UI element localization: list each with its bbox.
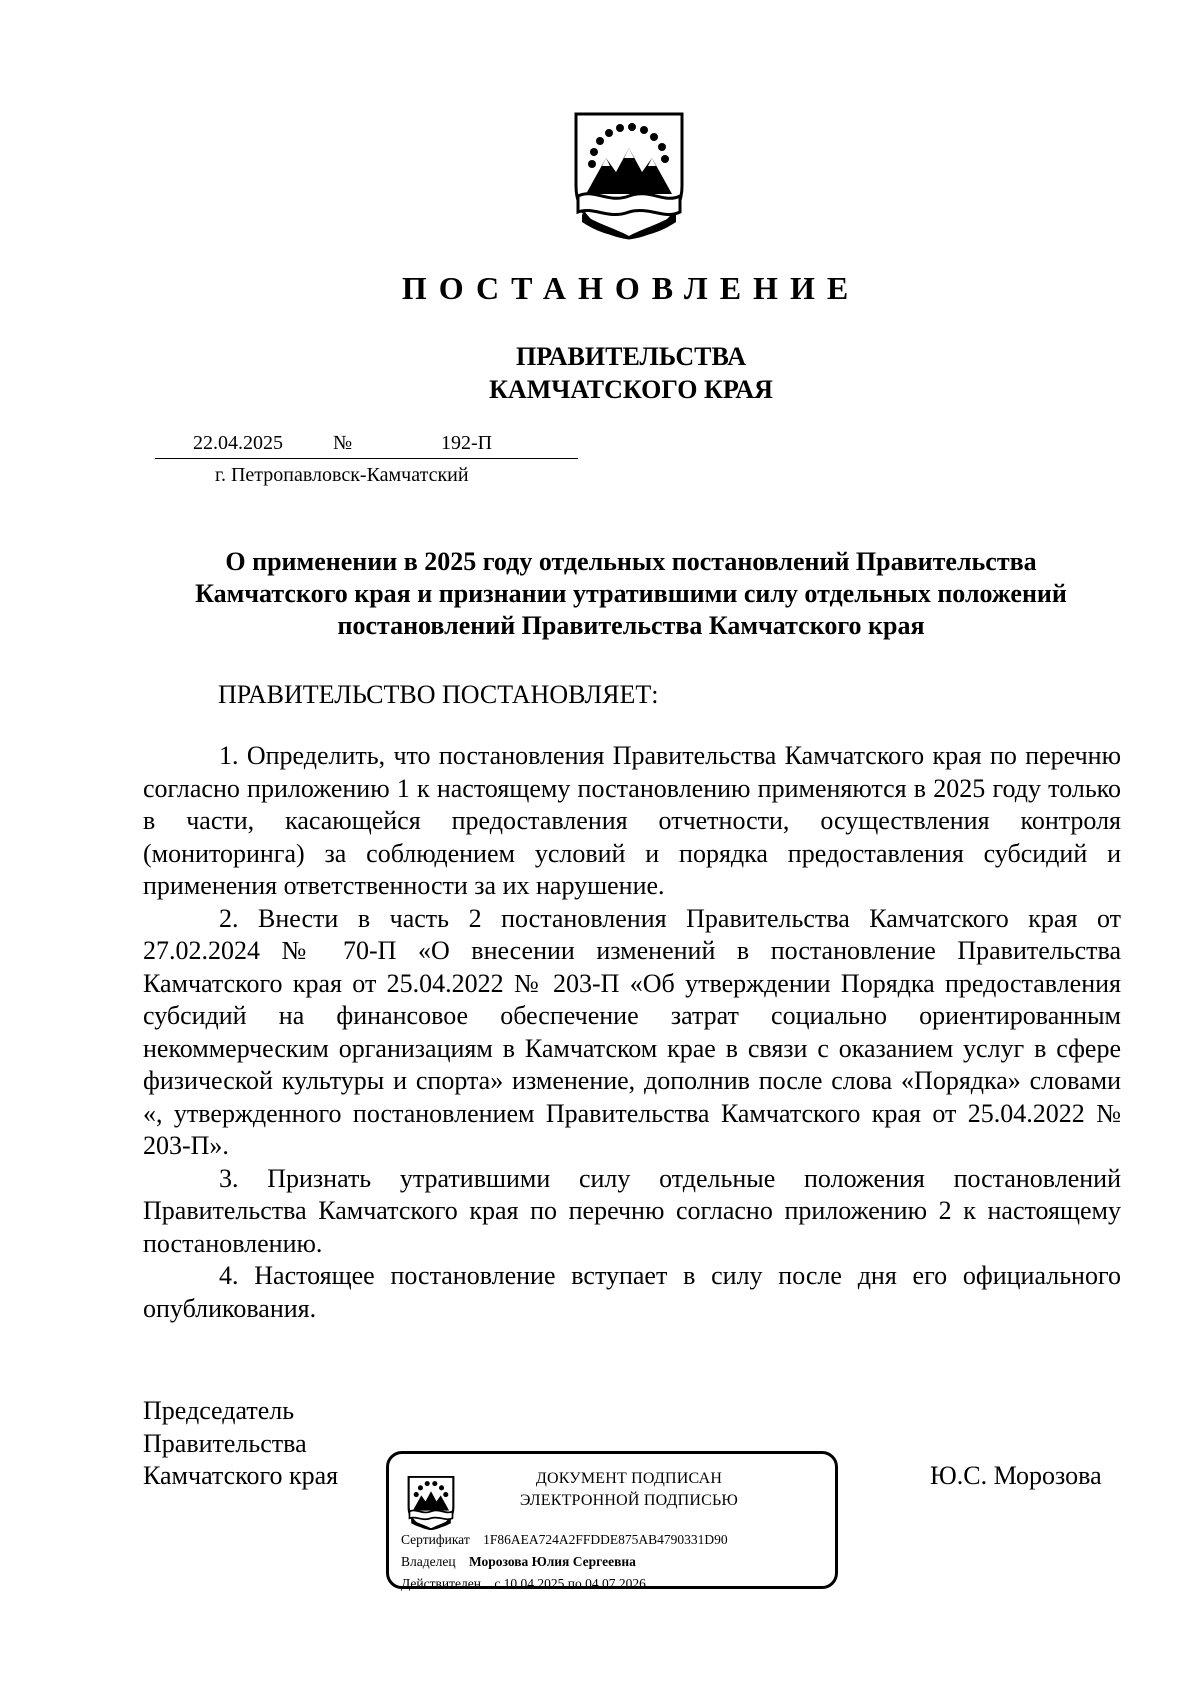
certificate-value: 1F86AEA724A2FFDDE875AB4790331D90 xyxy=(483,1532,728,1547)
signer-position-line: Правительства xyxy=(143,1428,307,1458)
signer-position xyxy=(143,1395,338,1493)
city-line: г. Петропавловск-Камчатский xyxy=(215,464,469,486)
title-line: Камчатского края и признании утратившими силу отдельных положений xyxy=(195,579,1067,608)
signer-name: Ю.С. Морозова xyxy=(930,1461,1102,1490)
authority-line: КАМЧАТСКОГО КРАЯ xyxy=(489,375,773,404)
number-sign: № xyxy=(333,432,353,454)
title-line: постановлений Правительства Камчатского края xyxy=(337,611,925,640)
stamp-owner-row xyxy=(401,1553,636,1571)
document-body xyxy=(143,740,1121,1325)
kamchatka-coat-of-arms-icon xyxy=(574,112,684,240)
owner-value: Морозова Юлия Сергеевна xyxy=(468,1554,636,1569)
document-date: 22.04.2025 xyxy=(193,432,283,454)
stamp-heading xyxy=(469,1468,789,1512)
signer-position-line: Камчатского края xyxy=(143,1461,339,1490)
stamp-certificate-row xyxy=(401,1531,728,1549)
validity-label: Действителен xyxy=(401,1576,481,1591)
stamp-heading-line: ЭЛЕКТРОННОЙ ПОДПИСЬЮ xyxy=(519,1492,739,1509)
paragraph-2: 2. Внести в часть 2 постановления Правительства Камчатского края от 27.02.2024 № 70-П «О внесении изменений в постановление Правительства Камчатского края от 25.04.2022 № 203-П «Об утверждении Порядка предоставления субсидий на финансовое обеспечение затрат социально ориентированным некоммерческим организациям в Камчатском крае в связи с оказанием услуг в сфере физической культуры и спорта» изменение, дополнив после слова «Порядка» словами «, утвержденного постановлением Правительства Камчатского края от 25.04.2022 № 203-П». xyxy=(143,903,1121,1160)
document-type-title: ПОСТАНОВЛЕНИЕ xyxy=(401,270,861,306)
kamchatka-coat-of-arms-icon xyxy=(407,1476,455,1530)
paragraph-1: 1. Определить, что постановления Правительства Камчатского края по перечню согласно приложению 1 к настоящему постановлению применяются в 2025 году только в части, касающейся предоставления отчетности, осуществления контроля (мониторинга) за соблюдением условий и порядка предоставления субсидий и применения ответственности за их нарушение. xyxy=(143,741,1121,900)
paragraph-3: 3. Признать утратившими силу отдельные положения постановлений Правительства Камчатского края по перечню согласно приложению 2 к настоящему постановлению. xyxy=(143,1163,1121,1258)
signer-position-line: Председатель xyxy=(143,1396,295,1425)
issuing-authority xyxy=(0,340,1200,406)
document-number: 192-П xyxy=(441,432,493,454)
stamp-validity-row xyxy=(401,1575,646,1593)
document-title xyxy=(140,546,1122,642)
stamp-heading-line: ДОКУМЕНТ ПОДПИСАН xyxy=(535,1470,723,1487)
authority-line: ПРАВИТЕЛЬСТВА xyxy=(516,342,746,371)
certificate-label: Сертификат xyxy=(401,1532,470,1547)
electronic-signature-stamp xyxy=(386,1451,838,1589)
paragraph-4: 4. Настоящее постановление вступает в силу после дня его официального опубликования. xyxy=(143,1261,1121,1323)
title-line: О применении в 2025 году отдельных постановлений Правительства xyxy=(225,547,1037,576)
validity-value: с 10.04.2025 по 04.07.2026 xyxy=(494,1576,646,1591)
owner-label: Владелец xyxy=(401,1554,456,1569)
date-number-line xyxy=(155,430,578,459)
resolve-heading: ПРАВИТЕЛЬСТВО ПОСТАНОВЛЯЕТ: xyxy=(218,680,659,709)
